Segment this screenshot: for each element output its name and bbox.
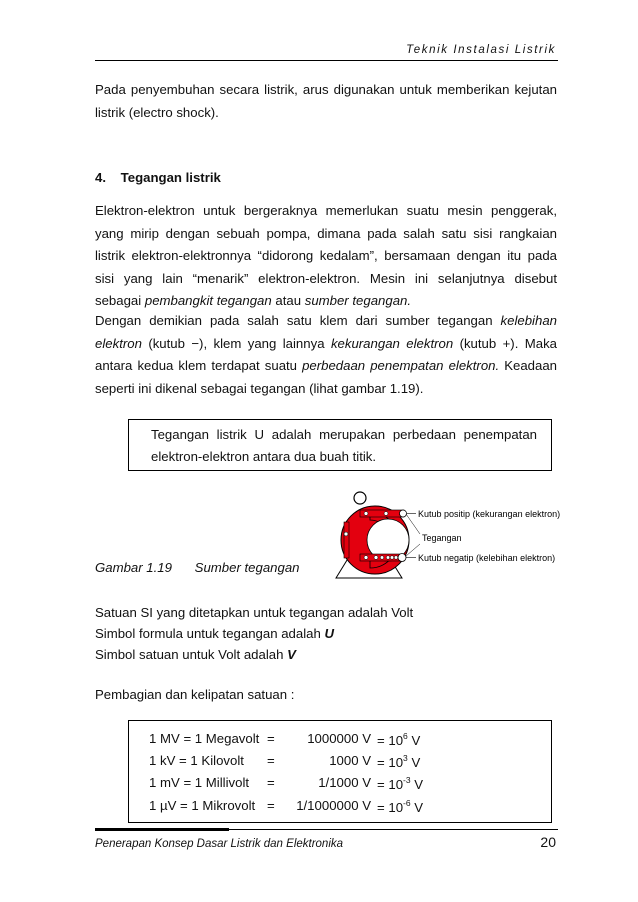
running-header: Teknik Instalasi Listrik [406, 44, 556, 56]
body-text-1 [95, 200, 557, 313]
power-unit: V [410, 777, 424, 792]
pembagian-label: Pembagian dan kelipatan satuan : [95, 687, 295, 702]
pin-bottom-2 [374, 556, 378, 560]
pin-bottom-1 [364, 556, 368, 560]
units-line-3-text: Simbol satuan untuk Volt adalah [95, 647, 288, 662]
unit-name: 1 MV = 1 Megavolt [149, 731, 260, 746]
negative-terminal [398, 554, 406, 562]
section-number: 4. [95, 170, 106, 185]
header-rule [95, 60, 558, 61]
label-negative: Kutub negatip (kelebihan elektron) [418, 553, 556, 563]
body-text-2c: (kutub +). Maka antara kedua klem terdapat suatu [95, 335, 558, 373]
body-text-2 [95, 310, 557, 400]
caption-text: Sumber tegangan [194, 560, 300, 575]
label-voltage: Tegangan [422, 533, 462, 543]
power-of-ten [377, 731, 420, 748]
pin-bottom-6 [394, 556, 398, 560]
power-of-ten [377, 775, 423, 792]
definition-box [128, 419, 552, 471]
emphasis-perbedaan: perbedaan penempatan elektron. [302, 358, 500, 373]
unit-name: 1 mV = 1 Millivolt [149, 775, 250, 790]
power-exponent: -6 [403, 798, 411, 808]
body-text-2d: Keadaan seperti ini dikenal sebagai tegangan (lihat gambar 1.19). [95, 358, 558, 396]
page-number: 20 [540, 834, 556, 850]
pin-bottom-5 [390, 556, 394, 560]
caption-label: Gambar 1.19 [95, 560, 172, 575]
footer-book-title: Penerapan Konsep Dasar Listrik dan Elektronika [95, 838, 344, 850]
units-line-1: Satuan SI yang ditetapkan untuk tegangan adalah Volt [95, 605, 414, 620]
unit-value: 1/1000 V [318, 775, 371, 790]
units-symbol-u: U [324, 626, 334, 641]
intro-text: Pada penyembuhan secara listrik, arus digunakan untuk memberikan kejutan listrik (electro shock). [95, 82, 557, 120]
units-list [95, 602, 413, 665]
equals-sign: = [267, 731, 275, 746]
voltage-source-diagram [330, 490, 560, 582]
units-line-3 [95, 644, 413, 665]
intro-paragraph [95, 79, 557, 124]
power-unit: V [407, 733, 421, 748]
power-exponent: 3 [403, 753, 408, 763]
power-base: = 10 [377, 733, 404, 748]
pin-left [344, 532, 348, 536]
generator-top-ring [354, 492, 366, 504]
power-base: = 10 [377, 755, 404, 770]
voltage-source-figure [330, 490, 560, 587]
unit-value: 1/1000000 V [296, 798, 371, 813]
body-text-2a: Dengan demikian pada salah satu klem dari sumber tegangan [95, 313, 501, 328]
power-unit: V [410, 800, 424, 815]
unit-value: 1000000 V [307, 731, 371, 746]
positive-terminal [400, 510, 407, 517]
body-text-1a: Elektron-elektron untuk bergeraknya memerlukan suatu mesin penggerak, yang mirip dengan sebuah pompa, dimana pada salah satu sisi rangkaian listrik elektron-elektronnya “didorong kedalam”, bersamaan dengan itu pada sisi yang lain “menarik” elektron-elektron. Mesin ini selanjutnya disebut sebagai [95, 203, 557, 308]
emphasis-kelebihan: kelebihan elektron [95, 313, 557, 351]
power-of-ten [377, 753, 420, 770]
definition-line-2: elektron-elektron antara dua buah titik. [151, 449, 377, 464]
power-unit: V [407, 755, 421, 770]
power-exponent: 6 [403, 731, 408, 741]
equals-sign: = [267, 775, 275, 790]
section-title: Tegangan listrik [120, 170, 221, 185]
body-paragraph-2 [95, 310, 557, 400]
body-text-2b: (kutub −), klem yang lainnya [141, 335, 331, 351]
pin-bottom-3 [380, 556, 384, 560]
power-base: = 10 [377, 800, 404, 815]
footer-rule [229, 829, 558, 830]
pin-top-2 [384, 512, 388, 516]
equals-sign: = [267, 798, 275, 813]
body-text-1b: atau [271, 293, 305, 308]
units-symbol-v: V [287, 647, 296, 662]
body-paragraph-1 [95, 200, 557, 313]
equals-sign: = [267, 753, 275, 768]
units-line-2 [95, 623, 413, 644]
figure-caption [95, 560, 300, 575]
unit-name: 1 µV = 1 Mikrovolt [149, 798, 256, 813]
footer-bar [95, 828, 229, 831]
emphasis-sumber: sumber tegangan. [304, 293, 412, 308]
pin-bottom-4 [386, 556, 390, 560]
units-line-2-text: Simbol formula untuk tegangan adalah [95, 626, 325, 641]
unit-name: 1 kV = 1 Kilovolt [149, 753, 244, 768]
power-base: = 10 [377, 777, 404, 792]
emphasis-kekurangan: kekurangan elektron [330, 335, 454, 351]
section-heading [95, 170, 221, 185]
emphasis-pembangkit: pembangkit tegangan [144, 293, 272, 308]
power-of-ten [377, 798, 423, 815]
unit-value: 1000 V [329, 753, 371, 768]
pin-top-1 [364, 512, 368, 516]
unit-prefix-table [128, 720, 552, 823]
power-exponent: -3 [403, 775, 411, 785]
definition-line-1: Tegangan listrik U adalah merupakan perbedaan penempatan [151, 427, 537, 442]
label-positive: Kutub positip (kekurangan elektron) [418, 509, 560, 519]
generator-left-plate [344, 522, 349, 558]
